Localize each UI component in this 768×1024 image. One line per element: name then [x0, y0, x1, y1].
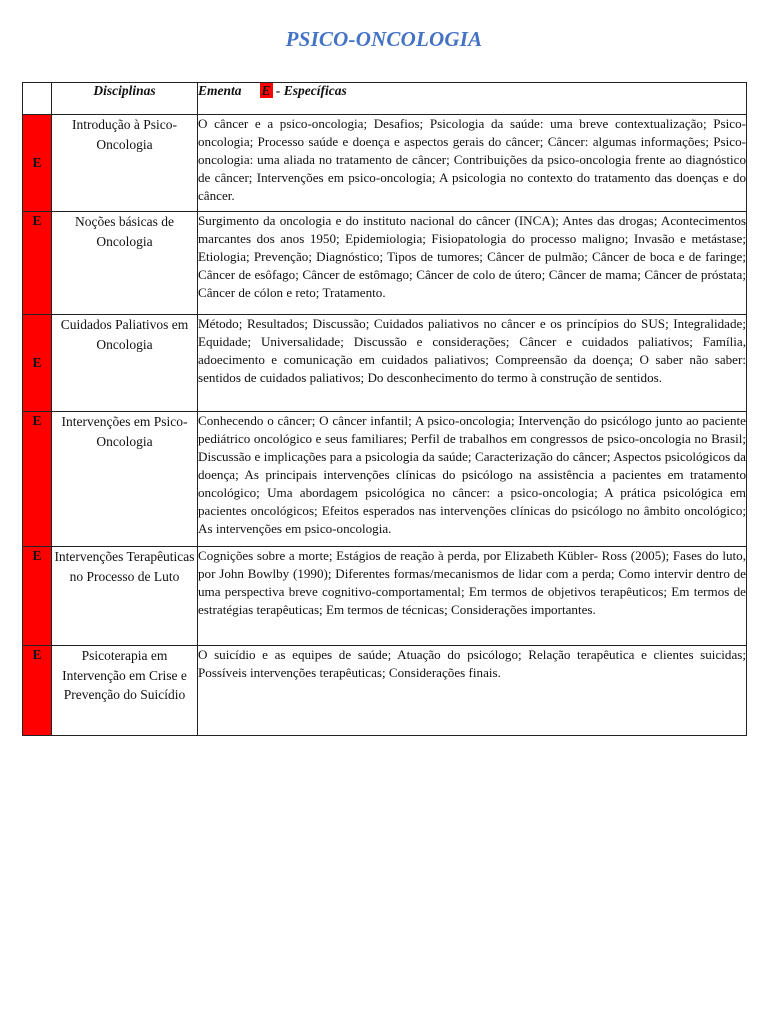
page-title: PSICO-ONCOLOGIA	[285, 27, 483, 51]
discipline-name: Introdução à Psico-Oncologia	[52, 115, 198, 212]
specific-marker: E	[23, 212, 52, 315]
discipline-ementa: O câncer e a psico-oncologia; Desafios; Psicologia da saúde: uma breve contextualização; Psico-oncologia; Processo saúde e doença e aspectos gerais do câncer; Câncer: algumas informações; Psico-oncologia: uma aliada no tratamento de câncer; Contribuições da psico-oncologia frente ao diagnóstico de câncer; Intervenções em psico-oncologia; A psicologia no contexto do tratamento das doenças e do câncer.	[198, 115, 747, 212]
specific-marker: E	[23, 115, 52, 212]
discipline-ementa: Surgimento da oncologia e do instituto nacional do câncer (INCA); Antes das drogas; Acontecimentos marcantes dos anos 1950; Epidemiologia; Fisiopatologia do processo maligno; Invasão e metástase; Etiologia; Prevenção; Diagnóstico; Tipos de tumores; Câncer de pulmão; Câncer de boca e de faringe; Câncer de esôfago; Câncer de estômago; Câncer de colo de útero; Câncer de mama; Câncer de próstata; Câncer de cólon e reto; Tratamento.	[198, 212, 747, 315]
header-especificas: - Específicas	[275, 83, 347, 98]
table-row	[23, 115, 747, 212]
header-disciplinas: Disciplinas	[52, 83, 198, 115]
table-row	[23, 547, 747, 646]
header-mark-cell	[23, 83, 52, 115]
header-specific-badge: E	[261, 83, 271, 98]
table-row	[23, 212, 747, 315]
table-header-row	[23, 83, 747, 115]
discipline-name: Intervenções em Psico-Oncologia	[52, 412, 198, 547]
discipline-ementa: O suicídio e as equipes de saúde; Atuação do psicólogo; Relação terapêutica e clientes suicidas; Possíveis intervenções terapêuticas; Considerações finais.	[198, 646, 747, 736]
discipline-ementa: Conhecendo o câncer; O câncer infantil; A psico-oncologia; Intervenção do psicólogo junto ao paciente pediátrico oncológico e seus familiares; Perfil de trabalhos em congressos de psico-oncologia no Brasil; Discussão e implicações para a psicologia da saúde; Caracterização do câncer; Aspectos psicológicos da doença; As principais intervenções clínicas do psicólogo na assistência a pacientes em tratamento oncológico; Uma abordagem psicológica no câncer: a psico-oncologia; A prática psicológica em pacientes oncológicos; Efeitos esperados nas intervenções clínicas do psicólogo no âmbito oncológico; As intervenções em psico-oncologia.	[198, 412, 747, 547]
table-row	[23, 412, 747, 547]
discipline-name: Noções básicas de Oncologia	[52, 212, 198, 315]
discipline-ementa: Método; Resultados; Discussão; Cuidados paliativos no câncer e os princípios do SUS; Integralidade; Equidade; Universalidade; Discussão e considerações; Câncer e cuidados paliativos; Família, adoecimento e comunicação em cuidados paliativos; Compreensão da doença; O saber não saber: sentidos de cuidados paliativos; Do desconhecimento do termo à construção de sentidos.	[198, 315, 747, 412]
discipline-ementa: Cognições sobre a morte; Estágios de reação à perda, por Elizabeth Kübler- Ross (2005); Fases do luto, por John Bowlby (1990); Diferentes formas/mecanismos de lidar com a perda; Como intervir dentro de uma perspectiva breve cognitivo-comportamental; Em termos de objetivos terapêuticos; Em termos de estratégias terapêuticas; Em termos de técnicas; Considerações importantes.	[198, 547, 747, 646]
discipline-name: Cuidados Paliativos em Oncologia	[52, 315, 198, 412]
header-ementa: Ementa	[198, 83, 242, 98]
disciplines-table	[22, 82, 747, 736]
specific-marker: E	[23, 646, 52, 736]
table-row	[23, 315, 747, 412]
specific-marker: E	[23, 547, 52, 646]
specific-marker: E	[23, 412, 52, 547]
discipline-name: Intervenções Terapêuticas no Processo de Luto	[52, 547, 198, 646]
discipline-name: Psicoterapia em Intervenção em Crise e Prevenção do Suicídio	[52, 646, 198, 736]
table-row	[23, 646, 747, 736]
header-ementa-cell	[198, 83, 747, 115]
specific-marker: E	[23, 315, 52, 412]
